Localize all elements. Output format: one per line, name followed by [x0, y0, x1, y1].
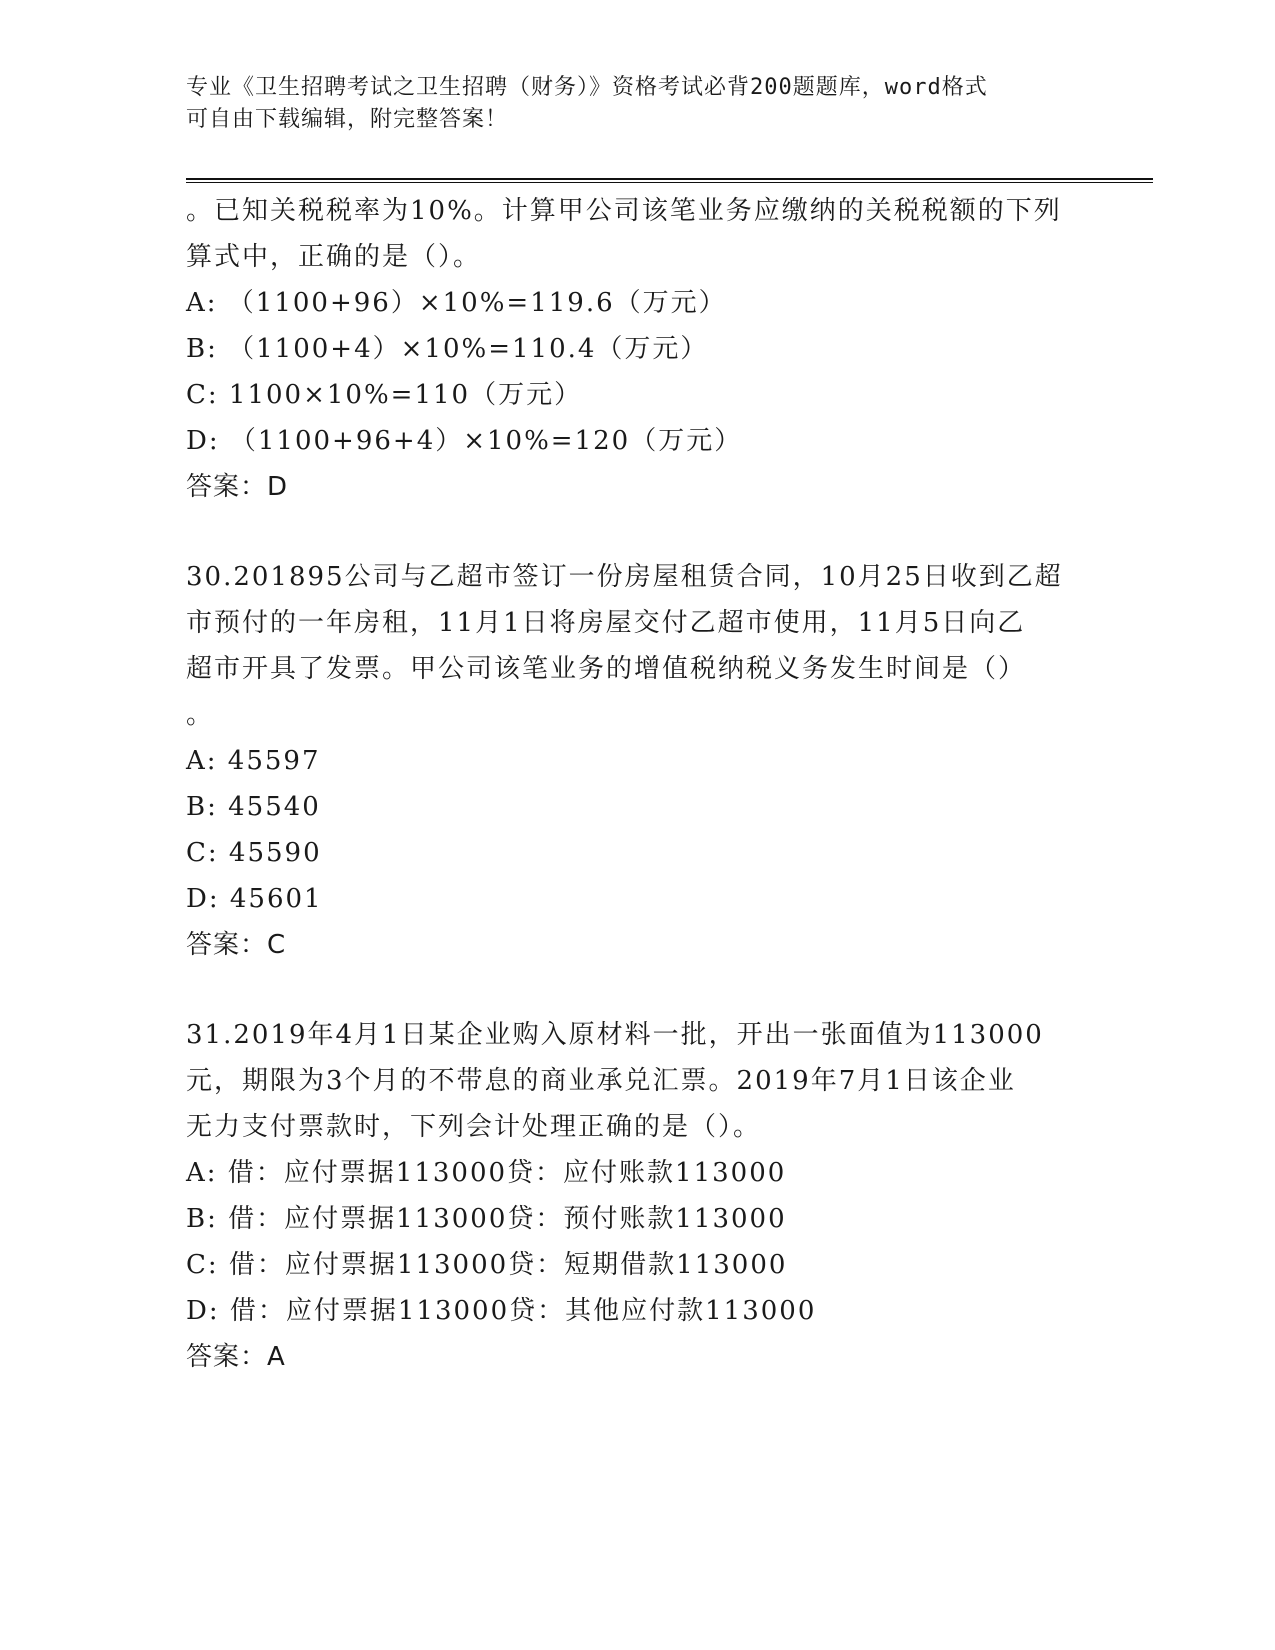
option-b: B: 45540	[186, 792, 321, 822]
spacer	[186, 510, 1106, 554]
question-text-line: 31.2019年4月1日某企业购入原材料一批，开出一张面值为113000	[186, 1020, 1044, 1050]
answer-label: 答案：C	[186, 930, 287, 960]
option-d: D: （1100+96+4）×10%=120（万元）	[186, 426, 743, 456]
option-b: B: 借：应付票据113000贷：预付账款113000	[186, 1204, 787, 1234]
question-list	[186, 188, 1106, 1380]
spacer	[186, 968, 1106, 1012]
question-text-line: 。已知关税税率为10%。计算甲公司该笔业务应缴纳的关税税额的下列	[186, 196, 1062, 226]
question-item	[186, 554, 1106, 968]
question-text-line: 算式中，正确的是（）。	[186, 242, 482, 272]
question-text-line: 。	[186, 700, 215, 730]
answer-label: 答案：A	[186, 1342, 286, 1372]
question-text-line: 30.201895公司与乙超市签订一份房屋租赁合同，10月25日收到乙超	[186, 562, 1063, 592]
answer-label: 答案：D	[186, 472, 289, 502]
option-c: C: 借：应付票据113000贷：短期借款113000	[186, 1250, 788, 1280]
option-a: A: 45597	[186, 746, 321, 776]
option-a: A: （1100+96）×10%=119.6（万元）	[186, 288, 727, 318]
header-rule-thick	[186, 178, 1153, 180]
option-b: B: （1100+4）×10%=110.4（万元）	[186, 334, 709, 364]
option-a: A: 借：应付票据113000贷：应付账款113000	[186, 1158, 787, 1188]
question-text-line: 元，期限为3个月的不带息的商业承兑汇票。2019年7月1日该企业	[186, 1066, 1016, 1096]
question-text-line: 超市开具了发票。甲公司该笔业务的增值税纳税义务发生时间是（）	[186, 654, 1027, 684]
question-item	[186, 188, 1106, 510]
document-header	[186, 72, 1086, 136]
header-line-1: 专业《卫生招聘考试之卫生招聘（财务）》资格考试必背200题题库，word格式	[186, 75, 988, 100]
option-c: C: 45590	[186, 838, 322, 868]
header-line-2: 可自由下载编辑，附完整答案！	[186, 107, 509, 132]
header-rule-thin	[186, 182, 1153, 183]
question-item	[186, 1012, 1106, 1380]
question-text-line: 无力支付票款时，下列会计处理正确的是（）。	[186, 1112, 762, 1142]
option-d: D: 借：应付票据113000贷：其他应付款113000	[186, 1296, 817, 1326]
option-d: D: 45601	[186, 884, 323, 914]
option-c: C: 1100×10%=110（万元）	[186, 380, 583, 410]
question-text-line: 市预付的一年房租，11月1日将房屋交付乙超市使用，11月5日向乙	[186, 608, 1026, 638]
